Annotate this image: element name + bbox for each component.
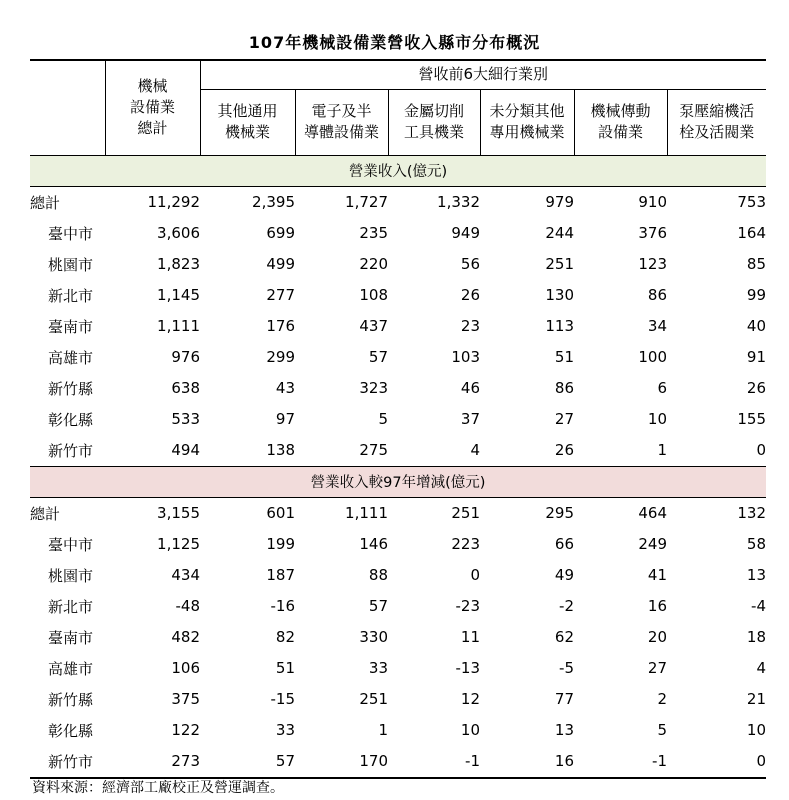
value-cell: 1,823 — [157, 255, 200, 273]
value-cell: 21 — [746, 690, 767, 708]
row-label: 新竹市 — [30, 746, 105, 778]
value-cell: 49 — [554, 566, 574, 584]
value-cell: 499 — [266, 255, 295, 273]
value-cell: 464 — [638, 504, 667, 522]
row-label: 新竹市 — [48, 441, 94, 460]
table-row — [30, 404, 766, 435]
value-cell: 16 — [647, 597, 667, 615]
table-body — [30, 155, 766, 778]
value-cell: 949 — [451, 224, 480, 242]
value-cell: 249 — [638, 535, 667, 553]
value-cell: 122 — [171, 721, 200, 739]
value-cell: 23 — [460, 317, 480, 335]
row-label: 新北市 — [48, 597, 94, 616]
value-cell: 1,125 — [157, 535, 200, 553]
value-cell: 1 — [657, 441, 667, 459]
value-cell: 0 — [470, 566, 480, 584]
row-label: 彰化縣 — [48, 410, 94, 429]
value-cell: 1,727 — [345, 193, 388, 211]
value-cell: 299 — [266, 348, 295, 366]
header-region-cell — [30, 60, 105, 155]
row-label: 臺中市 — [48, 224, 94, 243]
value-cell: -1 — [574, 746, 667, 778]
value-cell: 18 — [746, 628, 767, 646]
value-cell: 275 — [359, 441, 388, 459]
value-cell: 910 — [638, 193, 667, 211]
source-note: 資料來源：經濟部工廠校正及營運調查。 — [32, 780, 284, 796]
value-cell: 106 — [171, 659, 200, 677]
value-cell: 11 — [460, 628, 480, 646]
table-row — [30, 529, 766, 560]
value-cell: 10 — [460, 721, 480, 739]
row-label: 臺南市 — [48, 317, 94, 336]
value-cell: 100 — [638, 348, 667, 366]
value-cell: 376 — [638, 224, 667, 242]
value-cell: 26 — [746, 379, 767, 397]
table-row — [30, 715, 766, 746]
value-cell: 2 — [657, 690, 667, 708]
section-label: 營業收入較97年增減(億元) — [30, 466, 766, 497]
value-cell: 979 — [545, 193, 574, 211]
section-header — [30, 466, 766, 497]
header-subcol-4: 未分類其他 專用機械業 — [480, 89, 574, 155]
table-row — [30, 218, 766, 249]
value-cell: 16 — [480, 746, 574, 778]
value-cell: 20 — [647, 628, 667, 646]
value-cell: 34 — [647, 317, 667, 335]
value-cell: -4 — [751, 597, 767, 615]
header-subcol-2: 電子及半 導體設備業 — [295, 89, 388, 155]
value-cell: 77 — [554, 690, 574, 708]
value-cell: -13 — [455, 659, 480, 677]
value-cell: 0 — [667, 746, 766, 778]
row-label: 總計 — [30, 193, 61, 212]
header-group: 營收前6大細行業別 — [200, 60, 766, 89]
value-cell: 494 — [171, 441, 200, 459]
value-cell: 132 — [737, 504, 767, 522]
value-cell: 138 — [266, 441, 295, 459]
value-cell: 13 — [746, 566, 767, 584]
value-cell: 10 — [647, 410, 667, 428]
value-cell: 13 — [554, 721, 574, 739]
value-cell: 91 — [746, 348, 767, 366]
header-subcol-1: 其他通用 機械業 — [200, 89, 295, 155]
value-cell: -5 — [559, 659, 574, 677]
value-cell: 58 — [746, 535, 767, 553]
table-row — [30, 653, 766, 684]
value-cell: 33 — [275, 721, 295, 739]
value-cell: 1,332 — [437, 193, 480, 211]
row-label: 新北市 — [48, 286, 94, 305]
value-cell: -16 — [270, 597, 295, 615]
value-cell: 43 — [275, 379, 295, 397]
row-label: 高雄市 — [48, 659, 94, 678]
value-cell: 57 — [368, 597, 388, 615]
value-cell: 437 — [359, 317, 388, 335]
table-row — [30, 435, 766, 467]
value-cell: 3,155 — [157, 504, 200, 522]
value-cell: 41 — [647, 566, 667, 584]
value-cell: 26 — [554, 441, 574, 459]
value-cell: -1 — [388, 746, 480, 778]
table-row — [30, 560, 766, 591]
row-label: 總計 — [30, 504, 61, 523]
value-cell: 85 — [746, 255, 767, 273]
value-cell: 4 — [470, 441, 480, 459]
value-cell: 130 — [545, 286, 574, 304]
header-total-col: 機械 設備業 總計 — [105, 60, 200, 155]
value-cell: 51 — [275, 659, 295, 677]
value-cell: 251 — [451, 504, 480, 522]
value-cell: 113 — [545, 317, 574, 335]
value-cell: 244 — [545, 224, 574, 242]
table-row — [30, 249, 766, 280]
value-cell: 220 — [359, 255, 388, 273]
value-cell: 235 — [359, 224, 388, 242]
value-cell: 86 — [647, 286, 667, 304]
value-cell: 86 — [554, 379, 574, 397]
value-cell: 103 — [451, 348, 480, 366]
table-row — [30, 186, 766, 218]
value-cell: -15 — [270, 690, 295, 708]
value-cell: 10 — [746, 721, 767, 739]
value-cell: 2,395 — [252, 193, 295, 211]
row-label: 臺南市 — [48, 628, 94, 647]
table-row — [30, 591, 766, 622]
table-row — [30, 746, 766, 778]
value-cell: 27 — [554, 410, 574, 428]
value-cell: 88 — [368, 566, 388, 584]
table-row — [30, 497, 766, 529]
value-cell: 1,111 — [345, 504, 388, 522]
value-cell: 753 — [737, 193, 767, 211]
value-cell: 4 — [756, 659, 767, 677]
value-cell: 12 — [460, 690, 480, 708]
value-cell: 62 — [554, 628, 574, 646]
row-label: 臺中市 — [48, 535, 94, 554]
value-cell: 199 — [266, 535, 295, 553]
header-subcol-5: 機械傳動 設備業 — [574, 89, 667, 155]
row-label: 彰化縣 — [48, 721, 94, 740]
value-cell: 434 — [171, 566, 200, 584]
value-cell: 82 — [275, 628, 295, 646]
value-cell: 1,145 — [157, 286, 200, 304]
value-cell: 482 — [171, 628, 200, 646]
value-cell: 3,606 — [157, 224, 200, 242]
value-cell: 533 — [171, 410, 200, 428]
value-cell: 638 — [171, 379, 200, 397]
header-subcol-3: 金屬切削 工具機業 — [388, 89, 480, 155]
revenue-table — [30, 59, 766, 779]
value-cell: 170 — [295, 746, 388, 778]
value-cell: 1,111 — [157, 317, 200, 335]
value-cell: 223 — [451, 535, 480, 553]
value-cell: 155 — [737, 410, 767, 428]
value-cell: 40 — [746, 317, 767, 335]
value-cell: 123 — [638, 255, 667, 273]
value-cell: 323 — [359, 379, 388, 397]
value-cell: 99 — [746, 286, 767, 304]
value-cell: 56 — [460, 255, 480, 273]
table-row — [30, 622, 766, 653]
value-cell: 330 — [359, 628, 388, 646]
table-row — [30, 342, 766, 373]
value-cell: 6 — [657, 379, 667, 397]
table-row — [30, 684, 766, 715]
value-cell: 66 — [554, 535, 574, 553]
value-cell: 251 — [359, 690, 388, 708]
table-row — [30, 373, 766, 404]
value-cell: 0 — [756, 441, 767, 459]
value-cell: 251 — [545, 255, 574, 273]
section-label: 營業收入(億元) — [30, 155, 766, 186]
value-cell: 26 — [460, 286, 480, 304]
value-cell: -2 — [559, 597, 574, 615]
value-cell: 601 — [266, 504, 295, 522]
row-label: 桃園市 — [48, 566, 94, 585]
value-cell: 97 — [275, 410, 295, 428]
value-cell: 295 — [545, 504, 574, 522]
value-cell: 37 — [460, 410, 480, 428]
value-cell: 375 — [171, 690, 200, 708]
value-cell: 699 — [266, 224, 295, 242]
header-subcol-6: 泵壓縮機活 栓及活閥業 — [667, 89, 766, 155]
value-cell: 164 — [737, 224, 767, 242]
value-cell: 33 — [368, 659, 388, 677]
value-cell: 57 — [200, 746, 295, 778]
table-header — [30, 60, 766, 155]
row-label: 高雄市 — [48, 348, 94, 367]
value-cell: 146 — [359, 535, 388, 553]
value-cell: 976 — [171, 348, 200, 366]
value-cell: 46 — [460, 379, 480, 397]
section-header — [30, 155, 766, 186]
value-cell: 11,292 — [147, 193, 200, 211]
row-label: 新竹縣 — [48, 379, 94, 398]
table-row — [30, 280, 766, 311]
value-cell: 176 — [266, 317, 295, 335]
value-cell: 5 — [657, 721, 667, 739]
value-cell: 273 — [105, 746, 200, 778]
row-label: 新竹縣 — [48, 690, 94, 709]
table-title: 107年機械設備業營收入縣市分布概況 — [248, 33, 541, 52]
value-cell: 27 — [647, 659, 667, 677]
value-cell: 187 — [266, 566, 295, 584]
value-cell: -23 — [455, 597, 480, 615]
value-cell: 51 — [554, 348, 574, 366]
table-row — [30, 311, 766, 342]
value-cell: 277 — [266, 286, 295, 304]
value-cell: 5 — [378, 410, 388, 428]
row-label: 桃園市 — [48, 255, 94, 274]
value-cell: -48 — [175, 597, 200, 615]
value-cell: 108 — [359, 286, 388, 304]
value-cell: 57 — [368, 348, 388, 366]
value-cell: 1 — [378, 721, 388, 739]
